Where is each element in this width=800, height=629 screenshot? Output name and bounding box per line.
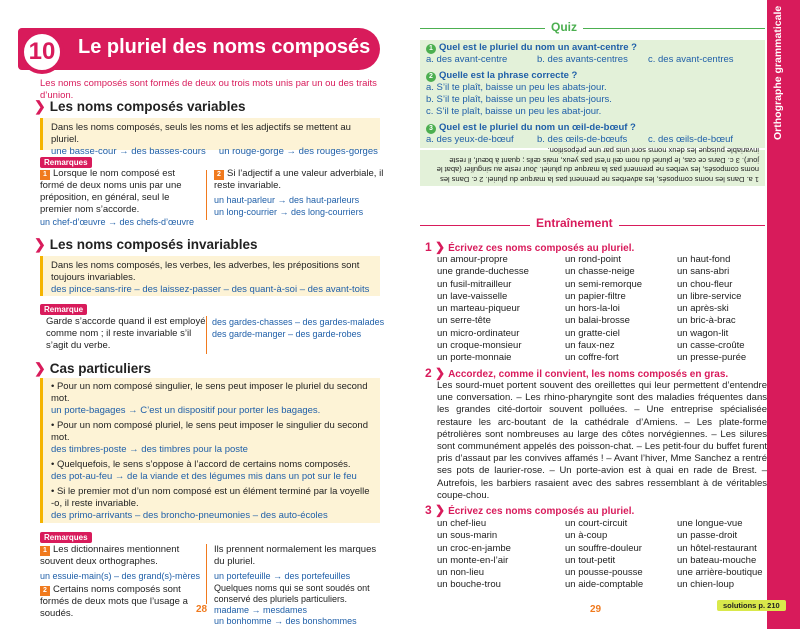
remark-4-example-1: madame → mesdames xyxy=(214,605,308,615)
question-1-options xyxy=(426,54,759,66)
word-item: une longue-vue xyxy=(677,518,743,529)
word-item: un pousse-pousse xyxy=(565,567,643,579)
word-item: un non-lieu xyxy=(437,567,485,579)
bullet-4: • Si le premier mot d’un nom composé est un élément terminé par la voyelle -o, il reste invariable. xyxy=(51,486,370,509)
bullet-2: • Pour un nom composé pluriel, le sens peut imposer le singulier du second mot. xyxy=(51,420,369,443)
word-item: un monte-en-l’air xyxy=(437,554,509,566)
intro-text: Les noms composés sont formés de deux ou trois mots unis par un ou des traits d’union. xyxy=(40,78,377,101)
remarks-tag: Remarques xyxy=(40,532,92,543)
rule-examples: des pince-sans-rire – des laissez-passer – des quant-à-soi – des avant-toits xyxy=(51,284,370,295)
right-page xyxy=(405,0,800,629)
q3-option-c[interactable]: c. des œils-de-bœuf xyxy=(648,134,733,145)
remarks-tag: Remarques xyxy=(40,157,92,168)
q1-option-b[interactable]: b. des avants-centres xyxy=(537,54,628,65)
q3-option-a[interactable]: a. des yeux-de-bœuf xyxy=(426,134,514,145)
word-item: un faux-nez xyxy=(565,340,615,352)
bullet-2-example: des timbres-poste → des timbres pour la poste xyxy=(51,444,248,455)
quiz-answers-upside-down: 1 a. Dans les noms composés, les adverbes ne prennent pas la marque du pluriel. 2 c. Dans les noms composés, les verbes ne prennent pas la marque du pluriel. Jour reste au singulier (abat le jour). 3 c. Dans ce cas, le pluriel du nom œil n’est pas yeux, mais œils ; quant à bœuf, il reste invariable puisque les deux noms sont unis par une préposition. xyxy=(420,150,765,186)
bullet-4-example: des primo-arrivants – des broncho-pneumonies – des auto-écoles xyxy=(51,510,328,521)
solutions-tag[interactable]: solutions p. 210 xyxy=(717,600,786,611)
remark-1-example: un essuie-main(s) – des grand(s)-mères xyxy=(40,571,201,581)
remark-1: 1 Lorsque le nom composé est formé de deux noms unis par une préposition, en général, seul le premier nom s’accorde. xyxy=(40,168,182,215)
remark-2-example: un haut-parleur → des haut-parleurs un long-courrier → des long-courriers xyxy=(214,195,364,217)
rule-examples: une basse-cour → des basses-cours un rouge-gorge → des rouges-gorges xyxy=(51,146,378,157)
q2-option-a[interactable]: a. S’il te plaît, baisse un peu les abats-jour. xyxy=(426,82,607,93)
divider xyxy=(206,316,207,354)
word-item: un libre-service xyxy=(677,290,742,302)
word-item: un casse-croûte xyxy=(677,340,745,352)
remark-1: 1 Les dictionnaires mentionnent souvent deux orthographes. xyxy=(40,544,180,567)
remark-tag: Remarque xyxy=(40,304,87,315)
rule-box-invariables xyxy=(40,256,380,296)
bullet-1: • Pour un nom composé singulier, le sens peut imposer le pluriel du second mot. xyxy=(51,381,368,404)
word-item: un bric-à-brac xyxy=(677,315,736,327)
section-heading-invariables: ❯ Les noms composés invariables xyxy=(34,236,258,252)
word-item: une grande-duchesse xyxy=(437,266,529,278)
remark-4-example-2: un bonhomme → des bonshommes xyxy=(214,616,357,626)
q2-option-b[interactable]: b. S’il te plaît, baisse un peu les abats-jours. xyxy=(426,94,612,105)
word-item: un serre-tête xyxy=(437,315,491,327)
word-item: un porte-monnaie xyxy=(437,352,512,364)
side-tab-label: Orthographe grammaticale xyxy=(772,5,784,140)
word-item: un bouche-trou xyxy=(437,579,501,591)
word-item: un chou-fleur xyxy=(677,278,733,290)
page-title: Le pluriel des noms composés xyxy=(78,36,371,58)
word-item: un haut-fond xyxy=(677,254,731,265)
word-item: un coffre-fort xyxy=(565,352,619,364)
remark-3: Ils prennent normalement les marques du pluriel. xyxy=(214,544,377,567)
divider xyxy=(206,170,207,220)
word-item: un amour-propre xyxy=(437,254,508,265)
word-item: un après-ski xyxy=(677,303,729,315)
quiz-heading: Quiz xyxy=(545,20,583,34)
bullet-1-example: un porte-bagages → C’est un dispositif pour porter les bagages. xyxy=(51,405,321,416)
section-heading-variables: ❯ Les noms composés variables xyxy=(34,98,246,114)
word-item: un hôtel-restaurant xyxy=(677,542,757,554)
remark-4: Quelques noms qui se sont soudés ont conservé des pluriels particuliers. xyxy=(214,583,370,604)
word-item: un bateau-mouche xyxy=(677,554,757,566)
q1-option-a[interactable]: a. des avant-centre xyxy=(426,54,508,65)
word-item: un tout-petit xyxy=(565,554,616,566)
word-item: un court-circuit xyxy=(565,518,628,529)
remark-3-example: un portefeuille → des portefeuilles xyxy=(214,571,351,581)
q3-option-b[interactable]: b. des œils-de-bœufs xyxy=(537,134,628,145)
exercise-3-title: 3 ❯ Écrivez ces noms composés au pluriel. xyxy=(425,503,635,517)
word-item: un sous-marin xyxy=(437,530,498,542)
exercise-2-title: 2 ❯ Accordez, comme il convient, les noms composés en gras. xyxy=(425,366,729,380)
word-item: un marteau-piqueur xyxy=(437,303,520,315)
exercise-3-words xyxy=(437,518,777,592)
word-item: un presse-purée xyxy=(677,352,747,364)
word-item: un chasse-neige xyxy=(565,266,635,278)
left-page xyxy=(0,0,392,629)
lesson-number: 10 xyxy=(20,30,64,74)
word-item: un micro-ordinateur xyxy=(437,327,520,339)
remark-garde-example: des gardes-chasses – des gardes-malades des garde-manger – des garde-robes xyxy=(212,317,385,339)
word-item: un hors-la-loi xyxy=(565,303,620,315)
word-item: un lave-vaisselle xyxy=(437,290,508,302)
word-item: un chef-lieu xyxy=(437,518,487,529)
divider xyxy=(206,544,207,604)
page-number: 28 xyxy=(196,604,208,615)
question-3-options xyxy=(426,134,759,146)
remark-2: 2 Certains noms composés sont formés de deux mots que l’usage a soudés. xyxy=(40,584,188,619)
quiz-box xyxy=(420,40,765,148)
question-3: 3 Quel est le pluriel du nom un œil-de-bœuf ? xyxy=(426,122,759,134)
rule-text: Dans les noms composés, les verbes, les adverbes, les prépositions sont toujours invariables. xyxy=(51,260,360,283)
word-item: un croc-en-jambe xyxy=(437,542,511,554)
bullet-3: • Quelquefois, le sens s’oppose à l’accord de certains noms composés. xyxy=(51,459,351,470)
word-item: un fusil-mitrailleur xyxy=(437,278,512,290)
chevron-icon: ❯ xyxy=(34,236,46,252)
word-item: un balai-brosse xyxy=(565,315,630,327)
remark-2: 2 Si l’adjectif a une valeur adverbiale, il reste invariable. xyxy=(214,168,384,191)
word-item: un à-coup xyxy=(565,530,608,542)
word-item: un croque-monsieur xyxy=(437,340,522,352)
word-item: une arrière-boutique xyxy=(677,567,763,579)
word-item: un wagon-lit xyxy=(677,327,729,339)
rule-box-variables xyxy=(40,118,380,157)
remark-1-example: un chef-d’œuvre → des chefs-d’œuvre xyxy=(40,217,195,227)
rule-box-cas-particuliers xyxy=(40,378,380,523)
chevron-icon: ❯ xyxy=(34,98,46,114)
remark-garde: Garde s’accorde quand il est employé comme nom ; il reste invariable s’il s’agit du verbe. xyxy=(46,316,206,351)
exercise-1-title: 1 ❯ Écrivez ces noms composés au pluriel. xyxy=(425,240,635,254)
q2-option-c[interactable]: c. S’il te plaît, baisse un peu les abat-jour. xyxy=(426,106,602,117)
bullet-3-example: des pot-au-feu → de la viande et des légumes mis dans un pot sur le feu xyxy=(51,471,357,482)
exercise-2-text: Les sourd-muet portent souvent des oreillettes qui leur permettent d’entendre une conversation. – Les rhino-pharyngite sont des maladies fréquentes dans les grandes cité-dortoir souvent polluées. – Une entreprise spécialisée restaure les arc-boutant de la cathédrale d’Amiens. – Les plate-forme pétrolières sont nombreuses au large des côtes norvégiennes. – Les silures sont communément appelés des poisson-chat. – Les petit-four du buffet furent pris d’assaut par les convives affamés ! – Avant l’hiver, Mme Sanchez a rentré ses pots de laurier-rose. – Un porte-avion est à quai en rade de Brest. – Autrefois, les barbiers rasaient avec des sabres ressemblant à de véritables coupe-chou. xyxy=(437,380,767,501)
question-1: 1 Quel est le pluriel du nom un avant-centre ? xyxy=(426,42,759,54)
word-item: un sans-abri xyxy=(677,266,730,278)
word-item: un chien-loup xyxy=(677,579,735,591)
rule-text: Dans les noms composés, seuls les noms et les adjectifs se mettent au pluriel. xyxy=(51,122,351,145)
word-item: un papier-filtre xyxy=(565,290,626,302)
word-item: un passe-droit xyxy=(677,530,738,542)
section-heading-cas-particuliers: ❯ Cas particuliers xyxy=(34,360,152,376)
q1-option-c[interactable]: c. des avant-centres xyxy=(648,54,734,65)
question-2: 2 Quelle est la phrase correcte ? xyxy=(426,70,759,82)
word-item: un semi-remorque xyxy=(565,278,643,290)
word-item: un gratte-ciel xyxy=(565,327,620,339)
chevron-icon: ❯ xyxy=(34,360,46,376)
word-item: un rond-point xyxy=(565,254,621,265)
word-item: un souffre-douleur xyxy=(565,542,642,554)
page-number: 29 xyxy=(590,604,602,615)
entrainement-heading: Entraînement xyxy=(530,216,619,230)
exercise-1-words xyxy=(437,254,777,365)
word-item: un aide-comptable xyxy=(565,579,644,591)
